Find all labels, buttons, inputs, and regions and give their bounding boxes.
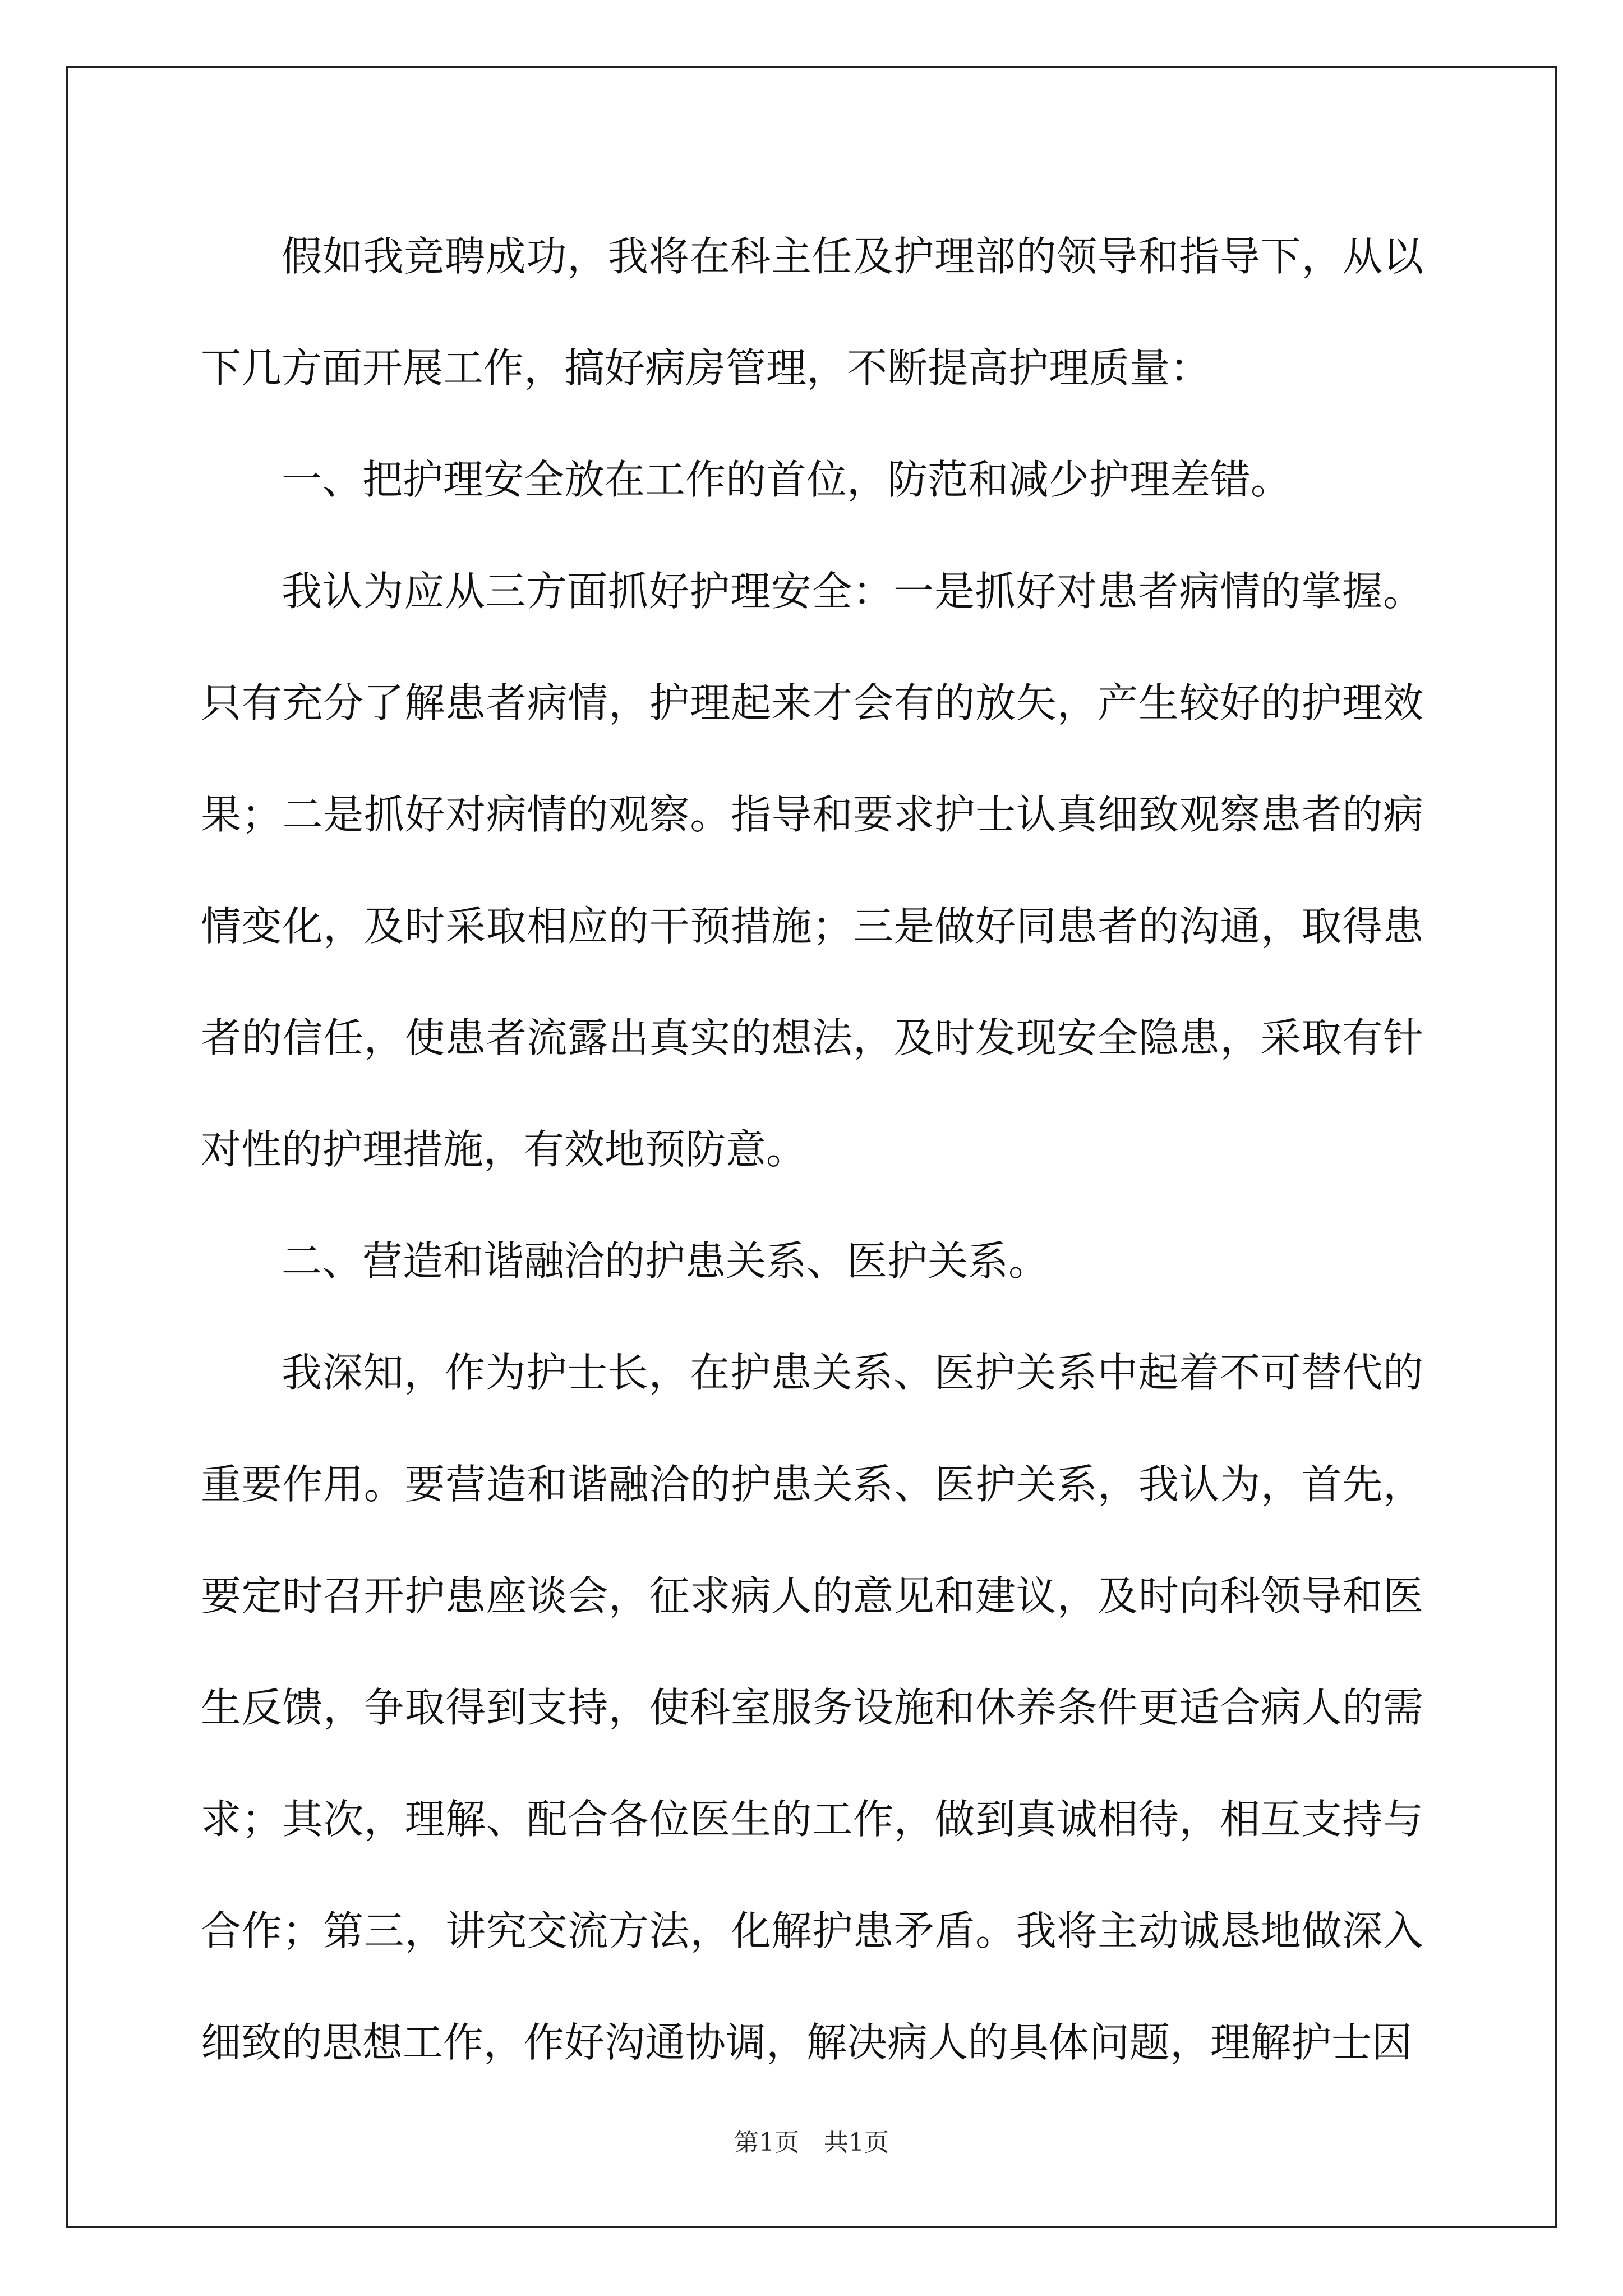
heading-section-2: 二、营造和谐融洽的护患关系、医护关系。 <box>282 1237 1049 1285</box>
document-body <box>201 201 1423 2099</box>
paragraph-section-1: 我认为应从三方面抓好护理安全：一是抓好对患者病情的掌握。只有充分了解患者病情，护理起来才会有的放矢，产生较好的护理效果；二是抓好对病情的观察。指导和要求护士认真细致观察患者的病情变化，及时采取相应的干预措施；三是做好同患者的沟通，取得患者的信任，使患者流露出真实的想法，及时发现安全隐患，采取有针对性的护理措施，有效地预防意。 <box>201 568 1423 1173</box>
paragraph-intro: 假如我竞聘成功，我将在科主任及护理部的领导和指导下，从以下几方面开展工作，搞好病房管理，不断提高护理质量： <box>201 233 1423 392</box>
heading-section-1: 一、把护理安全放在工作的首位，防范和减少护理差错。 <box>282 456 1292 503</box>
paragraph-section-2: 我深知，作为护士长，在护患关系、医护关系中起着不可替代的重要作用。要营造和谐融洽的护患关系、医护关系，我认为，首先，要定时召开护患座谈会，征求病人的意见和建议，及时向科领导和医生反馈，争取得到支持，使科室服务设施和休养条件更适合病人的需求；其次，理解、配合各位医生的工作，做到真诚相待，相互支持与合作；第三，讲究交流方法，化解护患矛盾。我将主动诚恳地做深入细致的思想工作，作好沟通协调，解决病人的具体问题，理解护士因 <box>201 1349 1423 2066</box>
page-footer: 第1页 共1页 <box>734 2128 889 2157</box>
